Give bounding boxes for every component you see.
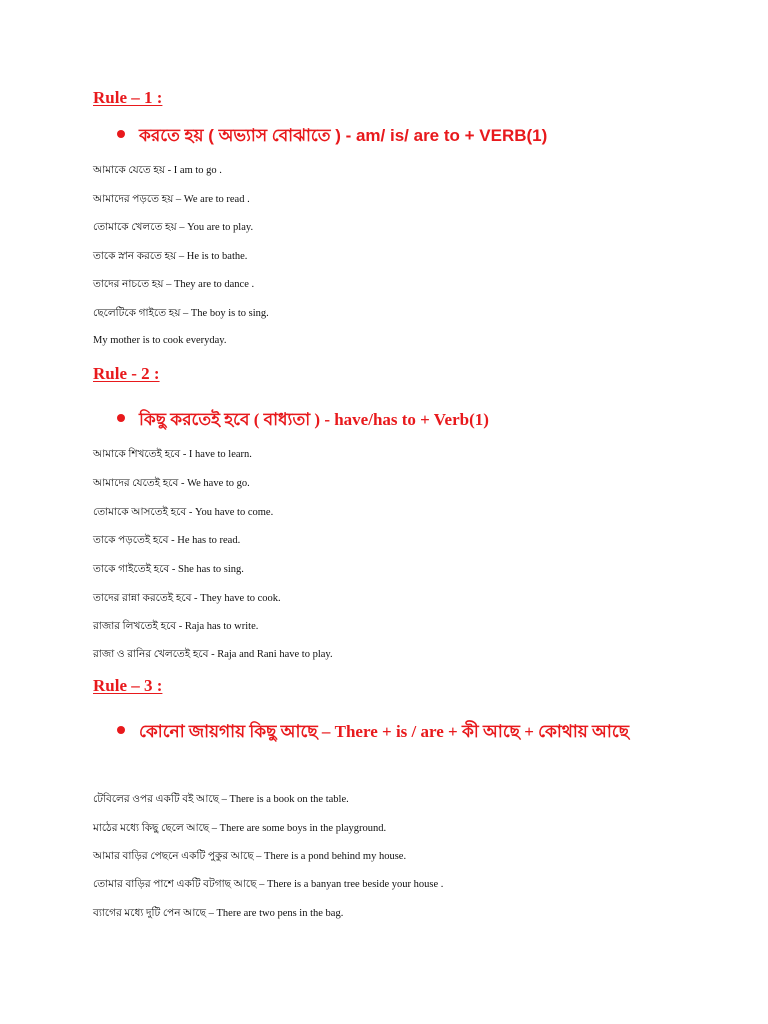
rule-1-example: আমাদের পড়তে হয় – We are to read . xyxy=(93,194,250,205)
rule-3-bullet-text: কোনো জায়গায় কিছু আছে – There + is / are + কী আছে + কোথায় আছে xyxy=(139,722,630,741)
rule-2-bullet-text: কিছু করতেই হবে ( বাধ্যতা ) - have/has to + Verb(1) xyxy=(139,410,489,429)
rule-1-example: তাকে স্নান করতে হয় – He is to bathe. xyxy=(93,251,248,262)
bullet-dot-icon xyxy=(117,130,125,138)
rule-3-bullet xyxy=(117,716,737,747)
bullet-dot-icon xyxy=(117,726,125,734)
rule-1-example: আমাকে যেতে হয় - I am to go . xyxy=(93,165,222,176)
rule-2-example: আমাকে শিখতেই হবে - I have to learn. xyxy=(93,449,252,460)
rule-3-example: টেবিলের ওপর একটি বই আছে – There is a book on the table. xyxy=(93,794,349,805)
rule-1-heading: Rule – 1 : xyxy=(93,88,163,107)
rule-1-example: তোমাকে খেলতে হয় – You are to play. xyxy=(93,222,254,233)
rule-3-heading: Rule – 3 : xyxy=(93,676,163,695)
rule-2-heading: Rule - 2 : xyxy=(93,364,160,383)
bullet-dot-icon xyxy=(117,414,125,422)
rule-3-example: তোমার বাড়ির পাশে একটি বটগাছ আছে – There is a banyan tree beside your house . xyxy=(93,879,444,890)
rule-2-example: তোমাকে আসতেই হবে - You have to come. xyxy=(93,507,274,518)
rule-2-bullet xyxy=(117,404,737,435)
rule-1-bullet xyxy=(117,120,737,151)
rule-1-example: তাদের নাচতে হয় – They are to dance . xyxy=(93,279,255,290)
rule-1-bullet-text: করতে হয় ( অভ্যাস বোঝাতে ) - am/ is/ are to + VERB(1) xyxy=(139,126,548,145)
rule-2-example: তাকে গাইতেই হবে - She has to sing. xyxy=(93,564,244,575)
rule-3-example: আমার বাড়ির পেছনে একটি পুকুর আছে – There is a pond behind my house. xyxy=(93,851,407,862)
rule-1-example: ছেলেটিকে গাইতে হয় – The boy is to sing. xyxy=(93,308,269,319)
rule-3-example: ব্যাগের মধ্যে দুটি পেন আছে – There are two pens in the bag. xyxy=(93,908,344,919)
rule-1-example: My mother is to cook everyday. xyxy=(93,335,227,346)
rule-2-example: রাজা ও রানির খেলতেই হবে - Raja and Rani have to play. xyxy=(93,649,333,660)
rule-3-example: মাঠের মধ্যে কিছু ছেলে আছে – There are some boys in the playground. xyxy=(93,823,387,834)
rule-2-example: আমাদের যেতেই হবে - We have to go. xyxy=(93,478,250,489)
rule-2-example: রাজার লিখতেই হবে - Raja has to write. xyxy=(93,621,259,632)
rule-2-example: তাদের রান্না করতেই হবে - They have to cook. xyxy=(93,593,281,604)
rule-2-example: তাকে পড়তেই হবে - He has to read. xyxy=(93,535,241,546)
